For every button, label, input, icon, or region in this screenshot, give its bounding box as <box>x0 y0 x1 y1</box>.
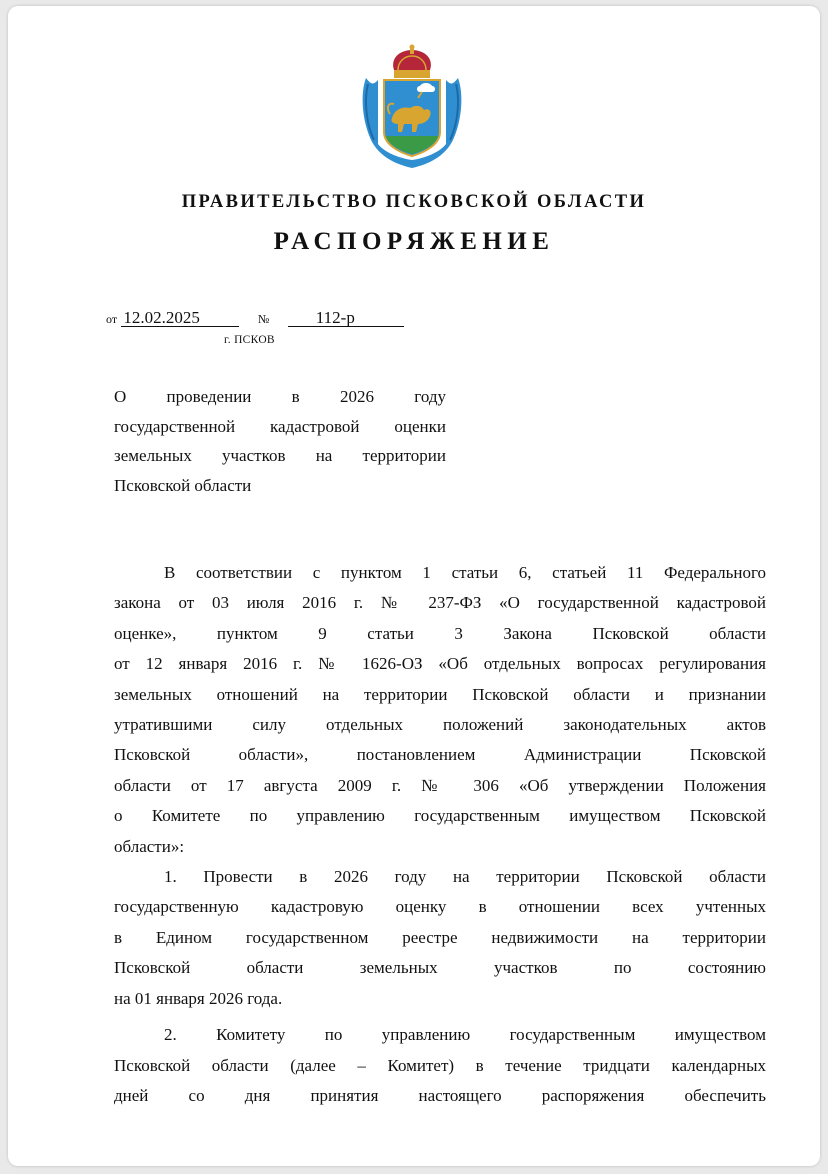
document-subject <box>114 382 446 500</box>
body-line: области»: <box>114 836 185 856</box>
body-line: закона от 03 июля 2016 г. № 237-ФЗ «О государственной кадастровой <box>114 593 766 613</box>
body-line: от 12 января 2016 г. № 1626-ОЗ «Об отдельных вопросах регулирования <box>114 654 766 674</box>
document-date: 12.02.2025 <box>121 309 239 327</box>
body-line: о Комитете по управлению государственным имуществом Псковской <box>114 806 766 826</box>
city-label: г. ПСКОВ <box>224 334 275 346</box>
body-line: земельных отношений на территории Псковской области и признании <box>114 684 766 704</box>
item-1-line: 1. Провести в 2026 году на территории Псковской области <box>164 867 766 887</box>
body-line: В соответствии с пунктом 1 статьи 6, статьей 11 Федерального <box>164 563 766 582</box>
document-type: РАСПОРЯЖЕНИЕ <box>273 228 555 255</box>
body-line: утратившими силу отдельных положений законодательных актов <box>114 715 766 735</box>
date-prefix: от <box>106 312 118 326</box>
body-line: области от 17 августа 2009 г. № 306 «Об утверждении Положения <box>114 775 766 795</box>
item-1-line: государственную кадастровую оценку в отношении всех учтенных <box>114 897 766 917</box>
subject-line: Псковской области <box>114 475 252 495</box>
document-meta <box>106 308 404 328</box>
body-line: оценке», пунктом 9 статьи 3 Закона Псковской области <box>114 623 766 643</box>
subject-line: государственной кадастровой оценки <box>114 416 446 436</box>
pskov-region-coat-of-arms-icon <box>360 44 464 170</box>
item-1-line: в Едином государственном реестре недвижимости на территории <box>114 927 766 947</box>
government-title: ПРАВИТЕЛЬСТВО ПСКОВСКОЙ ОБЛАСТИ <box>181 192 647 212</box>
subject-line: О проведении в 2026 году <box>114 387 446 406</box>
item-1-line: на 01 января 2026 года. <box>114 988 283 1008</box>
subject-line: земельных участков на территории <box>114 446 446 465</box>
body-line: Псковской области», постановлением Администрации Псковской <box>114 745 766 765</box>
number-sign: № <box>257 312 270 326</box>
document-page <box>8 6 820 1166</box>
document-number: 112-р <box>288 309 404 327</box>
document-body <box>114 558 766 1111</box>
item-1-line: Псковской области земельных участков по состоянию <box>114 958 766 978</box>
item-2-line: дней со дня принятия настоящего распоряжения обеспечить <box>114 1085 766 1105</box>
item-2-line: Псковской области (далее – Комитет) в течение тридцати календарных <box>114 1055 766 1075</box>
item-2-line: 2. Комитету по управлению государственным имуществом <box>164 1025 766 1045</box>
